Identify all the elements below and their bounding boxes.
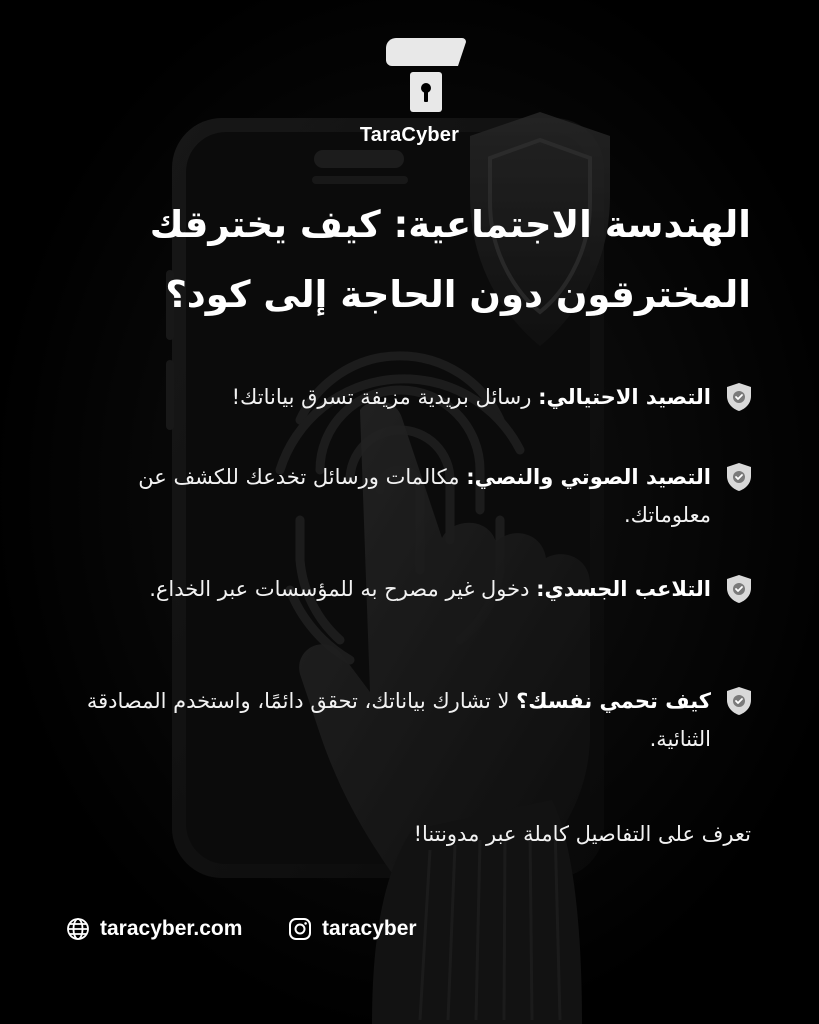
list-item-label: التصيد الصوتي والنصي: <box>466 465 711 489</box>
list-item-label: التلاعب الجسدي: <box>536 577 711 601</box>
page-title <box>51 190 751 330</box>
instagram-link[interactable] <box>288 912 417 946</box>
shield-check-icon <box>725 382 753 412</box>
list-item-label: التصيد الاحتيالي: <box>538 385 711 409</box>
shield-check-icon <box>725 686 753 716</box>
list-item-text <box>73 458 711 534</box>
instagram-handle[interactable]: taracyber <box>322 917 417 940</box>
website-link[interactable] <box>66 912 242 946</box>
taracyber-lock-logo-icon <box>382 36 468 116</box>
title-line-1: الهندسة الاجتماعية: كيف يخترقك <box>149 203 751 246</box>
list-item-text <box>73 378 711 416</box>
brand-name: TaraCyber <box>359 124 460 146</box>
list-item-body: لا تشارك بياناتك، تحقق دائمًا، واستخدم المصادقة الثنائية. <box>86 689 711 751</box>
list-item-text <box>73 682 711 758</box>
website-text[interactable]: taracyber.com <box>100 917 243 940</box>
list-item-body: مكالمات ورسائل تخدعك للكشف عن معلوماتك. <box>138 465 711 527</box>
shield-check-icon <box>725 462 753 492</box>
list-item <box>73 682 753 758</box>
list-item-body: دخول غير مصرح به للمؤسسات عبر الخداع. <box>149 577 537 601</box>
list-item-text <box>73 570 711 608</box>
list-item <box>73 570 753 608</box>
instagram-icon <box>288 917 312 941</box>
globe-icon <box>66 917 90 941</box>
list-item-body: رسائل بريدية مزيفة تسرق بياناتك! <box>231 385 539 409</box>
list-item-label: كيف تحمي نفسك؟ <box>516 689 711 713</box>
title-line-2: المخترقون دون الحاجة إلى كود؟ <box>165 273 751 316</box>
list-item <box>73 458 753 534</box>
shield-check-icon <box>725 574 753 604</box>
blog-cta-text: تعرف على التفاصيل كاملة عبر مدونتنا! <box>413 822 751 846</box>
list-item <box>73 378 753 416</box>
